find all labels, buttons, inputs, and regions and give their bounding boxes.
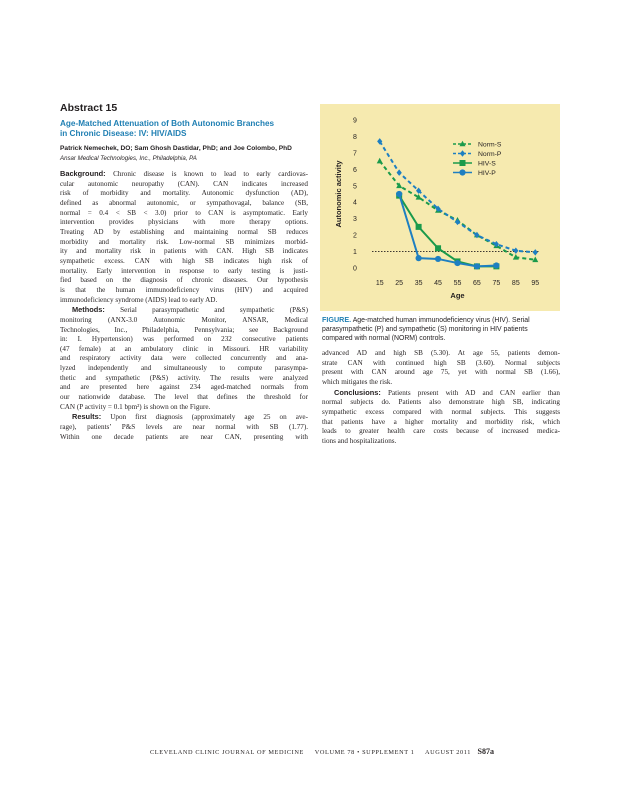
data-point-hiv-s [416,224,422,230]
left-text-column [60,169,308,442]
y-tick-label: 8 [353,133,357,141]
text-line: Treating AD by establishing and maintaining normal SB reduces [60,227,308,236]
y-tick-label: 2 [353,232,357,240]
x-tick-label: 75 [492,280,501,287]
data-point-norm-p [455,219,460,225]
text-line: intervention provides physicians with more therapy options. [60,218,308,227]
conclusions-label: Conclusions: [334,387,381,397]
text-line: rage), patients’ P&S levels are near normal with SB (1.77). [60,423,308,432]
legend-label: HIV-P [478,170,496,177]
article-title-line: Age-Matched Attenuation of Both Autonomic Branches [60,119,275,128]
y-tick-label: 9 [353,117,357,125]
text-line: sympathetic excess compared with normal subjects. This suggests [322,407,560,416]
text-line: Technologies, Inc., Philadelphia, Pennsylvania; see Background [60,325,308,334]
text-line: Conclusions: Patients present with AD and CAN earlier than [334,387,560,397]
text-line: CAN (P activity = 0.1 bpm²) is shown on the Figure. [60,402,211,411]
text-line: cular autonomic neuropathy (CAN). CAN indicates increased [60,179,308,188]
data-point-hiv-s [435,245,441,251]
text-line: Background: Chronic disease is known to lead to early cardiovas- [60,169,308,178]
text-line: strate CAN with continued high SB (3.60). Normal subjects [322,358,560,367]
page-number: S87a [477,747,494,756]
y-axis-label: Autonomic activity [334,160,343,228]
text-line: sympathetic excess. CAN with high SB indicates high risk of [60,256,308,265]
y-tick-label: 0 [353,265,357,273]
text-line: Results: Upon first diagnosis (approximately age 25 on ave- [72,412,308,422]
figure-chart [320,104,560,311]
issue-date: AUGUST 2011 [425,749,471,756]
x-tick-label: 25 [395,280,404,287]
text-line: normal = 0.4 < SB < 3.0) prior to CAN is asymptomatic. Early [60,208,308,217]
text-line: morbidity and mortality risk. Low-normal SB minimizes morbid- [60,237,308,246]
legend-marker [460,150,465,156]
data-point-norm-s [377,158,383,164]
journal-name: CLEVELAND CLINIC JOURNAL OF MEDICINE [150,749,304,756]
data-point-norm-p [397,169,402,175]
conclusions-section [322,388,560,447]
text-line: is that the human immunodeficiency virus (HIV) and acquired [60,285,308,294]
y-tick-label: 5 [353,183,357,191]
text-line: monitoring (ANX-3.0 Autonomic Monitor, ANSAR, Medical [60,315,308,324]
figure-label: FIGURE. [322,315,352,324]
text-line: leads to greater health care costs because of increased medica- [322,427,560,436]
y-tick-label: 1 [353,249,357,257]
legend-label: Norm-P [478,151,502,158]
text-line: that patients have a higher mortality and morbidity risk, which [322,417,560,426]
data-point-hiv-p [416,255,422,261]
y-tick-label: 6 [353,166,357,174]
x-tick-label: 65 [473,280,481,287]
data-point-hiv-p [454,260,460,266]
figure-caption [322,315,560,343]
text-line: tions and hospitalizations. [322,436,397,445]
volume-info: VOLUME 78 • SUPPLEMENT 1 [314,749,415,756]
background-label: Background: [60,169,106,178]
data-point-hiv-p [474,263,480,269]
text-line: fied based on the diagnosis of chronic diseases. Our hypothesis [60,276,308,285]
background-section [60,169,308,305]
y-tick-label: 3 [353,216,357,224]
text-line: Methods: Serial parasympathetic and sympathetic (P&S) [72,305,308,315]
right-text-column [322,349,560,447]
text-line: immunodeficiency syndrome (AIDS) lead to early AD. [60,295,218,304]
legend-label: Norm-S [478,141,502,149]
article-title-line: in Chronic Disease: IV: HIV/AIDS [60,129,187,138]
text-line: lyzed independently and simultaneously to compute parasympa- [60,364,308,373]
text-line: defined as abnormal autonomic, or sympathovagal, balance (SB, [60,198,308,207]
figure-caption-text: compared with normal (NORM) controls. [322,335,446,342]
text-line: and are presented here against 234 aged-matched normals from [60,383,308,392]
legend-marker [459,169,465,175]
text-line: which mitigates the risk. [322,377,393,386]
text-line: ity and mortality risk in patients with CAN. High SB indicates [60,247,308,256]
series-line-norm-p [380,141,536,252]
x-tick-label: 85 [511,280,520,287]
text-line: Within one decade patients are near CAN, presenting with [60,432,308,441]
x-tick-label: 15 [375,280,384,287]
text-line: thetic and sympathetic (P&S) activity. The results were analyzed [60,373,308,382]
data-point-hiv-p [396,191,402,197]
x-tick-label: 35 [414,280,423,287]
text-line: present with CAN around age 75, yet with normal SB (1.66), [322,368,560,377]
legend-marker [460,160,466,166]
author-affiliation: Ansar Medical Technologies, Inc., Philadelphia, PA [60,155,197,162]
series-line-norm-s [380,161,536,260]
figure-caption-text: Age-matched human immunodeficiency virus (HIV). Serial [352,317,530,324]
data-point-hiv-p [493,262,499,268]
text-line: normal subjects do. Patients also demonstrate high SB, indicating [322,398,560,407]
data-point-norm-p [513,248,518,254]
text-line: advanced AD and high SB (5.30). At age 55, patients demon- [322,349,560,357]
x-tick-label: 55 [453,280,462,287]
figure-caption-text: parasympathetic (P) and sympathetic (S) monitoring in HIV patients [322,326,528,333]
results-label: Results: [72,412,102,422]
text-line: risk of morbidity and mortality. Autonomic dysfunction (AD), [60,189,308,198]
series-line-hiv-s [399,196,496,267]
x-tick-label: 95 [531,280,540,287]
text-line: in: I. Hypertension) was performed on 232 consecutive patients [60,335,308,344]
y-tick-label: 7 [353,150,357,158]
x-tick-label: 45 [434,280,442,287]
methods-section [60,305,308,412]
text-line: and respiratory activity data were collected concurrently and ana- [60,354,308,363]
author-list: Patrick Nemechek, DO; Sam Ghosh Dastidar, PhD; and Joe Colombo, PhD [60,145,292,152]
y-tick-label: 4 [353,199,357,207]
text-line: mortality. Early intervention in response to early testing is justi- [60,266,308,275]
legend-label: HIV-S [478,160,496,168]
results-continued [322,349,560,388]
page-footer [150,747,560,756]
x-axis-label: Age [450,291,465,300]
text-line: our nationwide database. The level that defines the threshold for [60,393,308,402]
data-point-hiv-p [435,256,441,262]
abstract-heading: Abstract 15 [60,102,118,114]
results-section [60,412,308,442]
methods-label: Methods: [72,305,105,315]
text-line: (47 female) at an ambulatory clinic in Missouri. HR variability [60,344,308,353]
data-point-norm-p [533,249,538,255]
chart-svg [320,104,560,311]
article-title [60,119,310,139]
